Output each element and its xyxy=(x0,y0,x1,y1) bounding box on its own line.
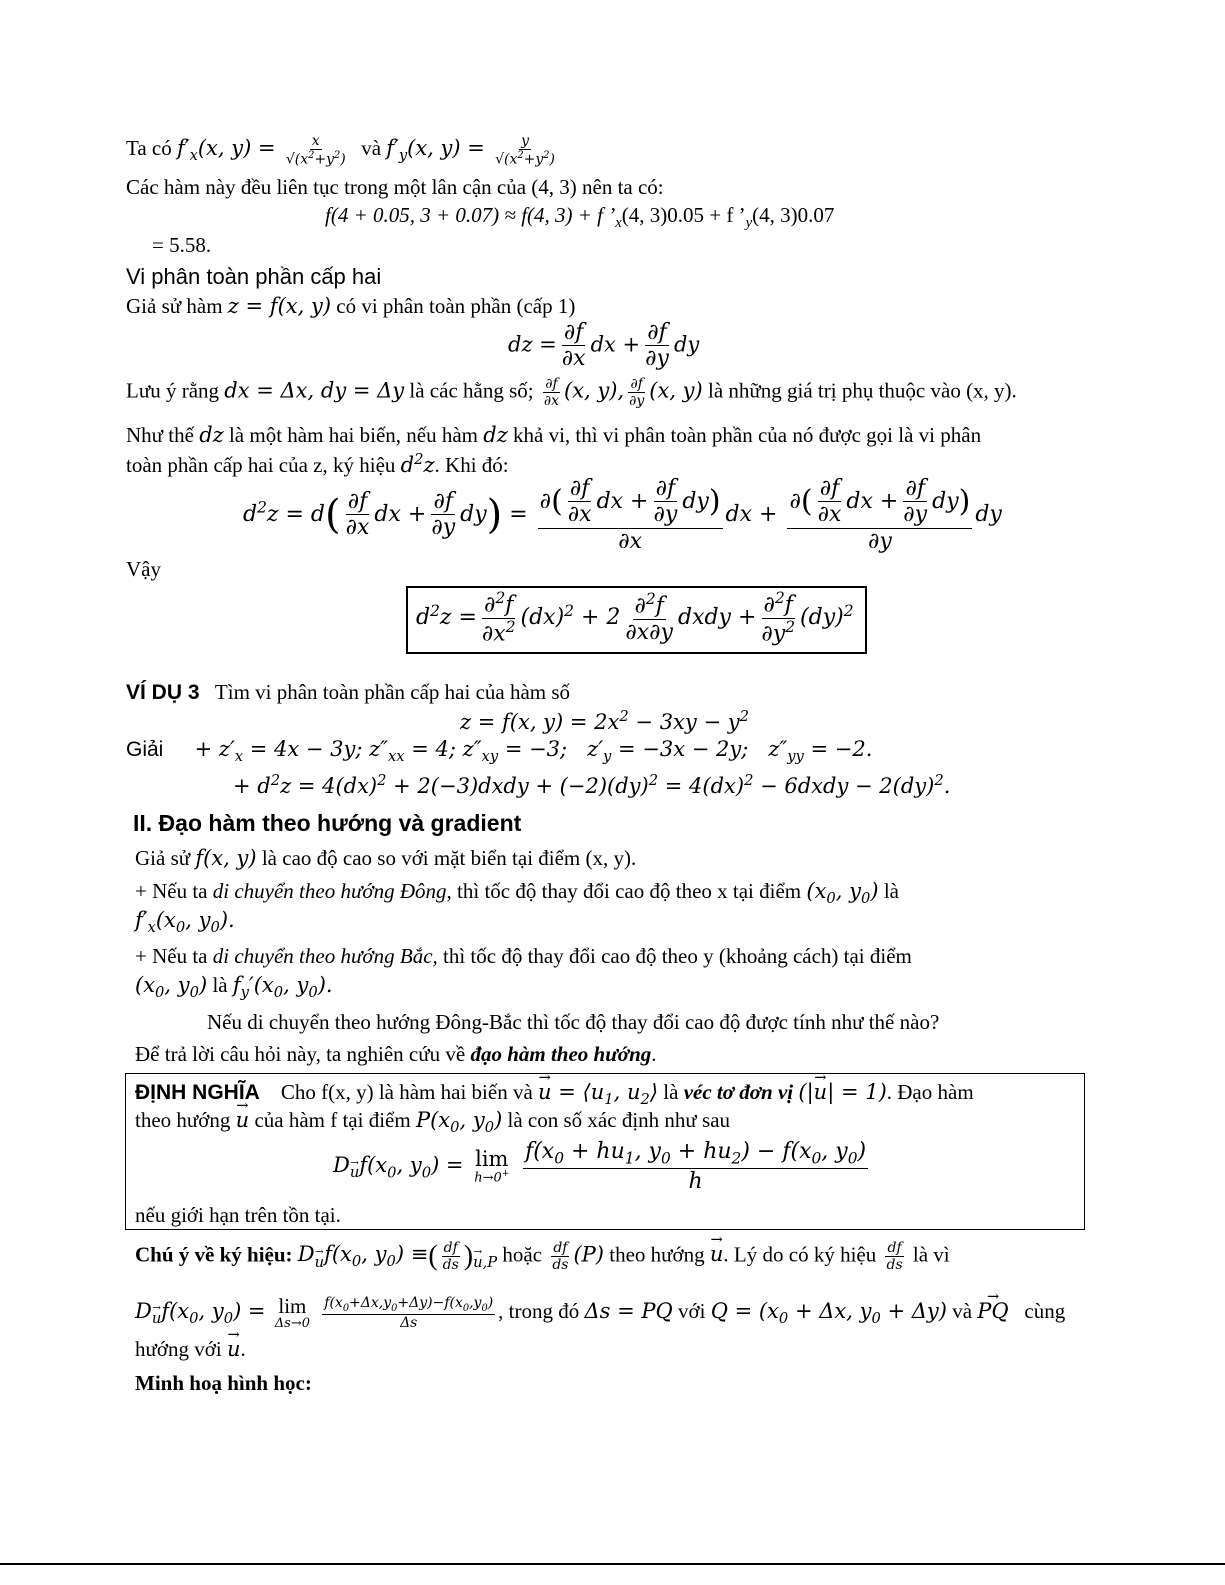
thus-line-1: Như thế dz là một hàm hai biến, nếu hàm dz khả vi, thì vi phân toàn phần của nó được gọi là vi phân xyxy=(126,423,982,447)
notation-with: với xyxy=(678,1298,706,1323)
fx-fraction: $\frac{x}{√(x^2+y^2)}$ xyxy=(285,133,346,168)
notation-dir: theo hướng xyxy=(609,1242,705,1267)
thus-b: là một hàm hai biến, nếu hàm xyxy=(228,423,478,447)
approx-lhs: f(4 + 0.05, 3 + 0.07) ≈ f(4, 3) + f ’ xyxy=(325,203,616,227)
page-bottom-rule xyxy=(0,1563,1225,1565)
def-text-c: . Đạo hàm xyxy=(886,1080,974,1104)
approx-result: = 5.58. xyxy=(152,233,212,257)
illustration-label: Minh hoạ hình học: xyxy=(135,1371,312,1395)
approx-end: (4, 3)0.07 xyxy=(752,203,835,227)
solution-label: Giải xyxy=(126,738,164,761)
notation-or: hoặc xyxy=(502,1242,543,1267)
second-order-heading: Vi phân toàn phần cấp hai xyxy=(126,264,382,289)
p3-em: di chuyển theo hướng Bắc xyxy=(212,944,433,968)
notation-because: là vì xyxy=(912,1242,950,1267)
thus-d: toàn phần cấp hai của z, ký hiệu xyxy=(126,453,396,477)
example3-text: Tìm vi phân toàn phần cấp hai của hàm số xyxy=(214,680,571,704)
approx-formula: f(4 + 0.05, 3 + 0.07) ≈ f(4, 3) + f $’_x(4$, 3)0.05 + f $’_y(4$, 3)0.07 xyxy=(325,203,835,232)
p1-b: là cao độ cao so với mặt biển tại điểm (x, y). xyxy=(261,846,637,870)
solution-line-1: Giải + $z'_x = 4x - 3y$; $z''_{xx} = 4$; $z''_{xy} = -3$; $z'_y = -3x - 2y$; $z''_{yy} = -2$. xyxy=(126,737,873,766)
continuity-text: Các hàm này đều liên tục trong một lân cận của (4, 3) nên ta có: xyxy=(126,175,664,199)
p3-c: là xyxy=(212,973,228,997)
notation-line-3: hướng với → u. xyxy=(135,1337,246,1362)
thus-a: Như thế xyxy=(126,423,194,447)
thus-line-2: toàn phần cấp hai của z, ký hiệu $d^2z$. Khi đó: xyxy=(126,451,509,477)
notation-where: , trong đó xyxy=(498,1298,580,1323)
p1-a: Giả sử xyxy=(135,846,191,870)
section2-p3-cont: ($x_0$, $y_0$) là $f_y'(x_0$, $y_0$). xyxy=(135,973,333,1002)
assume-line: Giả sử hàm z = f(x, y) có vi phân toàn phần (cấp 1) xyxy=(126,294,576,318)
notation-label: Chú ý về ký hiệu: xyxy=(135,1242,293,1267)
answer-a: Để trả lời câu hỏi này, ta nghiên cứu về xyxy=(135,1042,466,1066)
note-b: là các hằng số; xyxy=(409,378,534,403)
p2-c: là xyxy=(883,879,899,903)
definition-formula: $D\to _uf(x_0$, $y_0$) = lim h→0+ $\frac{f(x_0 + hu_1, y_0 + hu_2) - f(x_0, y_0)}{h}$ xyxy=(333,1139,871,1194)
thus-c: khả vi, thì vi phân toàn phần của nó được gọi là vi phân xyxy=(513,423,982,447)
d2z-expansion: $d^2z = d$( $\frac{\partial f}{\partial x}$ dx + $\frac{\partial f}{\partial y}$ dy) = ∂( $\frac{\partial f}{\partial x}$ dx + $\frac{\partial f}{\partial y}$ dy) ∂x dx + ∂( $\frac{\partial f}{\partial x}$ dx + $\frac{\partial f}{\partial y}$ dy) ∂y dy xyxy=(243,476,1002,554)
partials-line: Ta có $f'_x(x$, y) = $\frac{x}{√(x^2+y^2)}$ và $f'_y(x$, y) = $\frac{y}{√(x^2+y^2)}$ xyxy=(126,133,555,168)
notation-same: cùng xyxy=(1024,1298,1066,1323)
def-line2-a: theo hướng xyxy=(135,1108,231,1132)
p2-em: di chuyển theo hướng Đông xyxy=(212,879,447,903)
section2-p1: Giả sử f(x, y) là cao độ cao so với mặt biển tại điểm (x, y). xyxy=(135,846,637,870)
has-diff-text: có vi phân toàn phần (cấp 1) xyxy=(336,294,576,318)
definition-label: ĐỊNH NGHĨA xyxy=(135,1081,260,1104)
section2-question: Nếu di chuyển theo hướng Đông-Bắc thì tốc độ thay đổi cao độ được tính như thế nào? xyxy=(207,1010,940,1034)
example3-label: VÍ DỤ 3 xyxy=(126,681,200,704)
notation-reason: . Lý do có ký hiệu xyxy=(723,1242,877,1267)
definition-line-1: ĐỊNH NGHĨA Cho f(x, y) là hàm hai biến và → $u = ⟨u_1$, $u_2⟩$ là véc tơ đơn vị (|→ u| = 1). Đạo hàm xyxy=(135,1080,974,1109)
note-line: Lưu ý rằng dx = Δx, dy = Δy là các hằng số; $\frac{\partial f}{\partial x}$ (x, y), $\frac{\partial f}{\partial y}$ (x, y) là những giá trị phụ thuộc vào (x, y). xyxy=(126,376,1017,410)
va-text: và xyxy=(361,136,382,161)
section2-answer: Để trả lời câu hỏi này, ta nghiên cứu về đạo hàm theo hướng. xyxy=(135,1042,657,1066)
p3-b: , thì tốc độ thay đổi cao độ theo y (khoảng cách) tại điểm xyxy=(432,944,912,968)
notation-line-1: Chú ý về ký hiệu: $D\to _uf(x_0$, $y_0$) ≡( $\frac{df}{ds}$ )→ $_{u,P}$ hoặc $\frac{df}{ds}$ (P) theo hướng → u. Lý do có ký hiệu $\frac{df}{ds}$ là vì xyxy=(135,1240,950,1273)
notation-and: và xyxy=(952,1298,973,1323)
dz-formula: dz = $\frac{\partial f}{\partial x}$ dx + $\frac{\partial f}{\partial y}$ dy xyxy=(508,320,700,372)
answer-em: đạo hàm theo hướng xyxy=(470,1042,652,1066)
p3-a: + Nếu ta xyxy=(135,944,208,968)
d2z-boxed-formula: $d^2z$ = $\frac{\partial^2f}{\partial x^2}$ (dx)$^2$ + 2 $\frac{\partial^2f}{\partial x\partial y}$ dxdy + $\frac{\partial^2f}{\partial y^2}$ (dy)$^2$ xyxy=(406,586,867,654)
ta-co-text: Ta có xyxy=(126,136,172,161)
def-line2-b: của hàm f tại điểm xyxy=(254,1108,411,1132)
note-c: là những giá trị phụ thuộc vào (x, y). xyxy=(707,378,1017,403)
approx-mid: (4, 3)0.05 + f ’ xyxy=(621,203,746,227)
section2-heading: II. Đạo hàm theo hướng và gradient xyxy=(133,810,522,836)
therefore-text: Vậy xyxy=(126,557,161,581)
example3-function: z = f(x, $y) = 2x^2 - 3xy - y^2$ xyxy=(460,708,749,734)
solution-line-2: + $d^2z = 4(dx)^2$ + 2(−3)dxdy + (−2)(dy)$^2$ = 4(dx)$^2$ − 6dxdy − 2(dy)$^2$. xyxy=(233,772,951,798)
fx-at-point: $f'_x(x_0$, $y_0$). xyxy=(135,908,235,937)
p2-b: , thì tốc độ thay đổi cao độ theo x tại điểm xyxy=(446,879,802,903)
section2-p2: + Nếu ta di chuyển theo hướng Đông, thì tốc độ thay đổi cao độ theo x tại điểm ($x_0$, $y_0$) là xyxy=(135,879,899,908)
def-text-em: véc tơ đơn vị xyxy=(683,1080,794,1104)
def-line2-c: là con số xác định như sau xyxy=(507,1108,731,1132)
notation-line-2: $D\to _uf(x_0$, $y_0$) = lim Δs→0 $\frac{f(x_0+\Delta x,y_0+\Delta y)-f(x_0,y_0)}{\Delta s}$ , trong đó Δs = PQ với $Q = (x_0 + \Delta x$, $y_0 + \Delta y$) và → PQ cùng xyxy=(135,1295,1065,1331)
def-text-b: là xyxy=(663,1080,679,1104)
fy-fraction: $\frac{y}{√(x^2+y^2)}$ xyxy=(495,133,555,168)
thus-e: . Khi đó: xyxy=(434,453,509,477)
note-a: Lưu ý rằng xyxy=(126,378,220,403)
definition-tail: nếu giới hạn trên tồn tại. xyxy=(135,1203,341,1227)
example3-line xyxy=(126,680,570,705)
assume-text: Giả sử hàm xyxy=(126,294,223,318)
definition-line-2: theo hướng → u của hàm f tại điểm $P(x_0$, $y_0$) là con số xác định như sau xyxy=(135,1108,730,1137)
p2-a: + Nếu ta xyxy=(135,879,208,903)
def-text-a: Cho f(x, y) là hàm hai biến và xyxy=(280,1080,533,1104)
notation-dir2: hướng với xyxy=(135,1337,222,1361)
section2-p3 xyxy=(135,944,912,969)
